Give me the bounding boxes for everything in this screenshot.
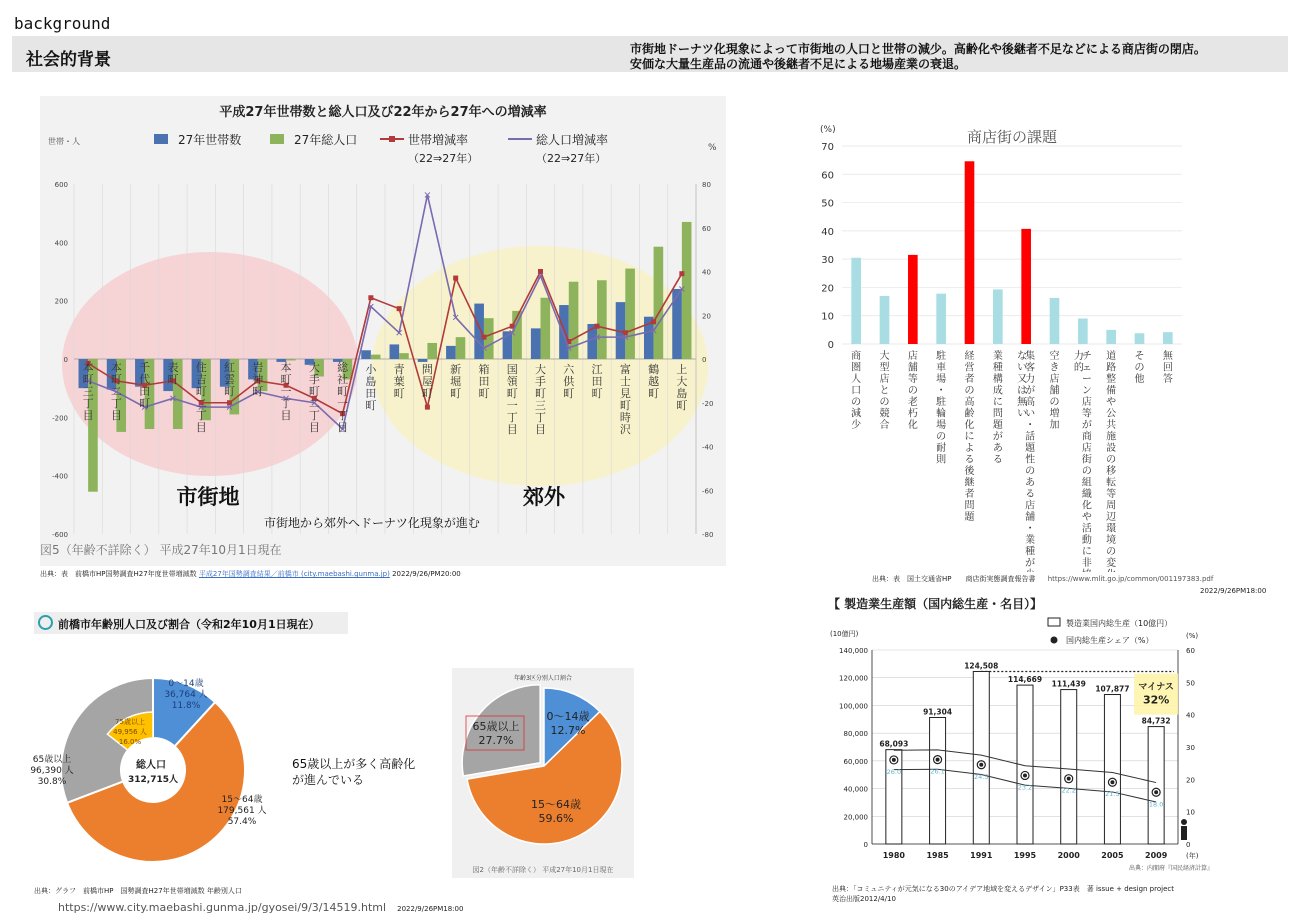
- age-pie-center-label: 総人口: [136, 760, 166, 771]
- household-rate-point: [397, 306, 402, 311]
- manufacturing-bar: [1104, 695, 1120, 844]
- shop-bar: [936, 294, 946, 344]
- category-label: 箱田町: [478, 363, 490, 400]
- y2-tick-label: 80: [702, 181, 711, 189]
- population-bar: [597, 280, 607, 359]
- population-bar: [541, 298, 551, 359]
- section-header-bar: [12, 36, 1288, 72]
- shop-category-label: 大型店との競合: [879, 351, 890, 431]
- age-pie-inner-percent: 16.0%: [118, 738, 142, 746]
- legend-label-2: 世帯増減率: [408, 133, 469, 147]
- age-pie-title-bar: [34, 612, 348, 634]
- age3-pie-label: 65歳以上: [472, 720, 520, 733]
- shop-y-tick: 20: [821, 283, 834, 295]
- manufacturing-year: 1991: [970, 851, 993, 860]
- y-tick-label: -400: [52, 472, 68, 481]
- age3-pie-chart: [452, 668, 634, 878]
- manufacturing-credit: 出典：内閣府『国民経済計算』: [1128, 865, 1213, 872]
- household-bar: [390, 344, 400, 359]
- age-pie-inner-count: 49,956 人: [113, 728, 147, 736]
- manufacturing-share-label: 26.0: [886, 767, 902, 776]
- household-source: [40, 569, 461, 579]
- legend-marker-2: [389, 136, 395, 142]
- shop-category-label: 集客力が高い・話題性のある店舗・業種が: [1025, 351, 1036, 569]
- manufacturing-bar-label: 114,669: [1007, 675, 1043, 685]
- manufacturing-bar: [1061, 690, 1077, 844]
- age-pie-center-value: 312,715人: [128, 775, 178, 785]
- shop-chart-title: 商店街の課題: [966, 128, 1058, 146]
- left-axis-unit: 世帯・人: [48, 137, 80, 146]
- manufacturing-source-line-2: 英治出版2012/4/10: [832, 895, 896, 903]
- aging-note-line-1: 65歳以上が多く高齢化: [292, 757, 416, 771]
- manufacturing-year: 2000: [1057, 851, 1080, 860]
- manufacturing-share-label: 21.5: [1105, 790, 1120, 799]
- category-label: 本町一丁目: [280, 361, 292, 422]
- manufacturing-bar-label: 84,732: [1141, 716, 1171, 726]
- age-source-url[interactable]: https://www.city.maebashi.gunma.jp/gyosei/9/3/14519.html: [58, 901, 387, 914]
- y2-tick-label: 20: [702, 312, 711, 321]
- shop-y-unit: (%): [820, 125, 836, 135]
- manufacturing-figure: [818, 596, 1228, 878]
- age3-pie-percent: 27.7%: [478, 734, 514, 747]
- household-bar: [446, 346, 456, 359]
- manufacturing-share-dot: [979, 763, 983, 767]
- age3-pie-percent: 59.6%: [538, 812, 574, 825]
- household-rate-point: [368, 295, 373, 300]
- manufacturing-bar-label: 111,439: [1051, 679, 1086, 689]
- shop-bar-highlighted: [1021, 229, 1031, 344]
- suburb-label: 郊外: [523, 485, 565, 509]
- aging-note: [292, 756, 415, 788]
- category-label: 本町三丁目: [82, 361, 94, 422]
- y2-tick-label: -60: [702, 487, 714, 496]
- manufacturing-bar-label: 124,508: [964, 661, 999, 671]
- category-label: 住吉町二丁目: [195, 361, 207, 434]
- age-source: [34, 886, 242, 896]
- household-chart-title: 平成27年世帯数と総人口及び22年から27年への増減率: [219, 105, 547, 120]
- y-tick-label: -200: [52, 414, 68, 423]
- category-label: 岩神町: [252, 361, 264, 398]
- background-label: background: [14, 14, 111, 33]
- shop-category-label: 商圏人口の減少: [851, 351, 862, 431]
- age3-pie-figure: [452, 668, 634, 878]
- donut-phenomenon-note: 市街地から郊外へドーナツ化現象が進む: [264, 516, 480, 530]
- manufacturing-share-dot: [936, 758, 940, 762]
- manufacturing-share-label: 22.2: [1061, 786, 1076, 795]
- category-label: 新堀町: [450, 363, 462, 400]
- manufacturing-share-dot: [1110, 780, 1114, 784]
- household-rate-point: [538, 269, 543, 274]
- right-axis-unit: %: [708, 143, 717, 153]
- legend-subtitle-3: （22⇒27年）: [536, 152, 607, 165]
- category-label: 問屋町: [421, 363, 433, 400]
- manufacturing-share-dot: [892, 758, 896, 762]
- shop-bar: [851, 258, 861, 344]
- manufacturing-source: [832, 884, 1174, 904]
- shop-category-label: 無回答: [1162, 351, 1173, 385]
- population-bar: [625, 269, 635, 359]
- age3-pie-label: 0～14歳: [546, 710, 590, 723]
- shop-y-tick: 10: [821, 311, 834, 323]
- age-source-url-line: [58, 896, 463, 915]
- manufacturing-y-tick: 20,000: [843, 813, 868, 822]
- y2-tick-label: 60: [702, 224, 711, 233]
- manufacturing-year: 1995: [1013, 851, 1037, 860]
- legend-subtitle-2: （22⇒27年）: [408, 152, 479, 165]
- shop-source-prefix: 出典：表 国土交通省HP 商店街実態調査報告書: [872, 575, 1036, 583]
- shop-issues-figure: [812, 118, 1202, 572]
- household-bar: [418, 359, 428, 362]
- shop-category-label: チェーン店等が商店街の組織化や活動に非: [1081, 351, 1092, 569]
- age-pie-figure: [30, 650, 290, 886]
- age-pie-title: 前橋市年齢別人口及び割合（令和2年10月1日現在）: [58, 618, 320, 631]
- y2-tick-label: -80: [702, 531, 714, 539]
- shop-bar: [1106, 330, 1116, 344]
- manufacturing-bar: [973, 671, 989, 844]
- manufacturing-legend-bar: [1048, 618, 1060, 626]
- shop-bar-highlighted: [908, 255, 918, 344]
- person-icon-body: [1181, 826, 1187, 840]
- shop-y-tick: 40: [821, 226, 834, 238]
- manufacturing-bar: [930, 717, 946, 844]
- shop-category-label: 店舗等の老朽化: [907, 351, 918, 431]
- category-label: 江田町: [591, 363, 603, 400]
- household-rate-point: [453, 276, 458, 281]
- manufacturing-year: 2009: [1145, 851, 1168, 860]
- shop-issues-chart: [812, 118, 1202, 572]
- description-line-2: 安価な大量生産品の流通や後継者不足による地場産業の衰退。: [630, 57, 967, 71]
- shop-y-tick: 70: [821, 142, 834, 153]
- age3-pie-caption: 図2（年齢不詳除く） 平成27年10月1日現在: [472, 866, 614, 874]
- manufacturing-bar-label: 68,093: [879, 739, 909, 749]
- y-tick-label: 0: [63, 356, 68, 364]
- manufacturing-share-label: 23.2: [1017, 783, 1033, 792]
- shop-source-url[interactable]: https://www.mlit.go.jp/common/001197383.pdf: [1047, 575, 1214, 583]
- manufacturing-y-unit: (10億円): [830, 630, 859, 638]
- manufacturing-year: 2005: [1101, 851, 1124, 860]
- circle-icon: [38, 615, 53, 630]
- description-line-1: 市街地ドーナツ化現象によって市街地の人口と世帯の減少。高齢化や後継者不足などによる商店街の閉店。: [630, 42, 1206, 56]
- age-pie-percent: 11.8%: [171, 701, 201, 711]
- manufacturing-share-label: 26.1: [930, 767, 945, 776]
- shop-y-tick: 0: [827, 340, 834, 351]
- manufacturing-y-tick: 100,000: [839, 702, 868, 711]
- shop-bar-highlighted: [965, 161, 975, 344]
- category-label: 鶴越町: [648, 363, 660, 400]
- shop-y-tick: 50: [821, 198, 834, 210]
- legend-label-3: 総人口増減率: [536, 133, 609, 147]
- manufacturing-y2-tick: 0: [1186, 841, 1191, 849]
- aging-note-line-2: が進んでいる: [292, 773, 365, 787]
- shop-category-label: 道路整備や公共施設の移転等周辺環境の変: [1106, 351, 1117, 569]
- population-bar: [654, 247, 664, 359]
- section-description: [630, 42, 1206, 72]
- shop-source: [872, 574, 1213, 584]
- age-pie-percent: 30.8%: [37, 777, 67, 787]
- household-bar: [474, 304, 484, 359]
- y-tick-label: 400: [54, 239, 68, 248]
- manufacturing-y-tick: 120,000: [839, 674, 868, 683]
- household-source-link[interactable]: 平成27年国勢調査結果／前橋市 (city.maebashi.gunma.jp): [198, 570, 390, 578]
- manufacturing-title: 【 製造業生産額（国内総生産・名目）】: [828, 597, 1043, 611]
- urban-label: 市街地: [176, 485, 240, 509]
- legend-label-1: 27年総人口: [294, 133, 358, 147]
- manufacturing-chart: [818, 596, 1228, 878]
- category-label: 紅雲町: [224, 361, 235, 398]
- population-bar: [456, 337, 466, 359]
- manufacturing-year: 1985: [926, 851, 949, 860]
- y-tick-label: 200: [54, 297, 68, 306]
- household-bar: [672, 289, 682, 359]
- manufacturing-y-tick: 60,000: [843, 757, 868, 766]
- population-bar: [427, 343, 437, 359]
- manufacturing-bar-label: 107,877: [1095, 684, 1130, 694]
- age-source-prefix: 出典：グラフ 前橋市HP 国勢調査H27年世帯増減数 年齢別人口: [34, 887, 242, 895]
- age-pie-percent: 57.4%: [227, 817, 257, 827]
- manufacturing-y-tick: 0: [863, 841, 868, 849]
- category-label: 本町二丁目: [110, 361, 122, 422]
- household-rate-point: [651, 319, 656, 324]
- age-source-date: 2022/9/26PM18:00: [397, 905, 464, 913]
- shop-bar: [1163, 332, 1173, 344]
- age-pie-count: 179,561 人: [217, 806, 267, 816]
- section-title: 社会的背景: [26, 50, 111, 70]
- household-bar: [559, 305, 569, 359]
- age-pie-count: 96,390 人: [30, 766, 74, 776]
- manufacturing-legend-bar-label: 製造業国内総生産（10億円）: [1066, 619, 1173, 628]
- household-caption: 図5（年齢不詳除く） 平成27年10月1日現在: [40, 543, 282, 557]
- y2-tick-label: -40: [702, 443, 714, 452]
- legend-label-0: 27年世帯数: [178, 133, 242, 147]
- manufacturing-y2-tick: 20: [1186, 776, 1195, 785]
- age-pie-label: 65歳以上: [32, 755, 72, 765]
- shop-category-label: その他: [1134, 351, 1145, 385]
- age-pie-label: 0～14歳: [168, 679, 204, 689]
- manufacturing-minus-label: マイナス: [1138, 682, 1174, 693]
- shop-category-label: 空き店舗の増加: [1049, 351, 1060, 431]
- category-label: 富士見町時沢: [619, 363, 631, 436]
- manufacturing-share-dot: [1067, 777, 1071, 781]
- shop-y-tick: 60: [821, 170, 834, 182]
- y2-tick-label: 40: [702, 268, 711, 277]
- shop-category-label: 経営者の高齢化による後継者問題: [964, 351, 975, 523]
- household-population-chart: [40, 96, 726, 566]
- manufacturing-y-tick: 80,000: [843, 730, 868, 739]
- manufacturing-y2-tick: 60: [1186, 647, 1195, 655]
- household-source-date: 2022/9/26/PM20:00: [392, 570, 461, 578]
- shop-bar: [993, 289, 1003, 344]
- category-label: 青葉町: [393, 363, 405, 400]
- age-pie-inner-label: 75歳以上: [115, 718, 145, 726]
- age-pie-chart: [30, 650, 290, 886]
- legend-swatch-0: [154, 134, 168, 144]
- manufacturing-minus-value: 32%: [1142, 693, 1170, 707]
- household-rate-point: [481, 335, 486, 340]
- shop-bar: [880, 296, 890, 344]
- shop-bar: [1078, 319, 1088, 344]
- category-label: 千代田町: [139, 361, 151, 410]
- population-bar: [371, 355, 381, 359]
- person-icon: [1181, 819, 1187, 825]
- manufacturing-year: 1980: [882, 851, 905, 860]
- manufacturing-y2-unit: (%): [1186, 632, 1199, 640]
- manufacturing-source-line-1: 出典：「コミュニティが元気になる30のアイデア地域を変えるデザイン」P33表 著 issue + design project: [832, 885, 1174, 893]
- manufacturing-share-label: 24.5: [974, 772, 989, 781]
- legend-swatch-1: [270, 134, 284, 144]
- household-source-prefix: 出典：表 前橋市HP国勢調査H27年度世帯増減数: [40, 570, 197, 578]
- manufacturing-y2-tick: 30: [1186, 744, 1195, 752]
- shop-category-label: ない又は無い: [1017, 351, 1028, 420]
- shop-category-label: 駐車場・駐輪場の耐則: [936, 351, 947, 466]
- category-label: 総社町一丁目: [337, 361, 349, 434]
- manufacturing-share-dot: [1023, 773, 1027, 777]
- shop-source-date: 2022/9/26PM18:00: [1200, 587, 1267, 595]
- category-label: 上大島町: [676, 363, 688, 412]
- household-bar: [531, 328, 541, 359]
- manufacturing-y2-tick: 10: [1186, 808, 1195, 817]
- household-population-figure: [40, 96, 726, 566]
- y-tick-label: -600: [52, 531, 68, 539]
- manufacturing-share-label: 18.0: [1148, 800, 1164, 809]
- household-rate-point: [679, 271, 684, 276]
- manufacturing-y2-tick: 50: [1186, 679, 1195, 688]
- household-rate-point: [595, 324, 600, 329]
- y2-tick-label: -20: [702, 399, 714, 408]
- category-label: 小島田町: [365, 363, 377, 412]
- shop-category-label: 力的: [1073, 351, 1084, 374]
- category-label: 六供町: [563, 363, 575, 400]
- age-pie-count: 36,764 人: [164, 690, 208, 700]
- age3-pie-percent: 12.7%: [550, 724, 586, 737]
- shop-bar: [1135, 333, 1145, 344]
- manufacturing-y2-tick: 40: [1186, 711, 1195, 720]
- shop-y-tick: 30: [821, 255, 834, 267]
- manufacturing-bar: [1148, 727, 1164, 844]
- category-label: 大手町二丁目: [308, 361, 320, 434]
- category-label: 国領町一丁目: [506, 363, 518, 436]
- shop-category-label: 業種構成に問題がある: [992, 351, 1003, 466]
- manufacturing-legend-dot: [1051, 637, 1058, 644]
- age3-pie-label: 15～64歳: [531, 798, 581, 811]
- household-rate-point: [425, 405, 430, 410]
- household-bar: [361, 350, 371, 359]
- manufacturing-legend-dot-label: 国内総生産シェア（%）: [1066, 636, 1154, 645]
- category-label: 表町: [167, 361, 179, 386]
- manufacturing-bar-label: 91,304: [923, 707, 953, 717]
- shop-bar: [1050, 298, 1060, 344]
- age-pie-label: 15～64歳: [221, 795, 263, 805]
- manufacturing-y-tick: 40,000: [843, 785, 868, 794]
- manufacturing-y-tick: 140,000: [839, 647, 868, 655]
- household-rate-point: [227, 400, 232, 405]
- y-tick-label: 600: [54, 181, 68, 189]
- manufacturing-share-dot: [1154, 790, 1158, 794]
- manufacturing-x-unit: (年): [1186, 852, 1199, 860]
- y2-tick-label: 0: [702, 356, 707, 364]
- age3-pie-title: 年齢3区分別人口割合: [514, 675, 572, 682]
- category-label: 大手町三丁目: [535, 363, 546, 436]
- household-rate-point: [623, 330, 628, 335]
- population-bar: [399, 353, 409, 359]
